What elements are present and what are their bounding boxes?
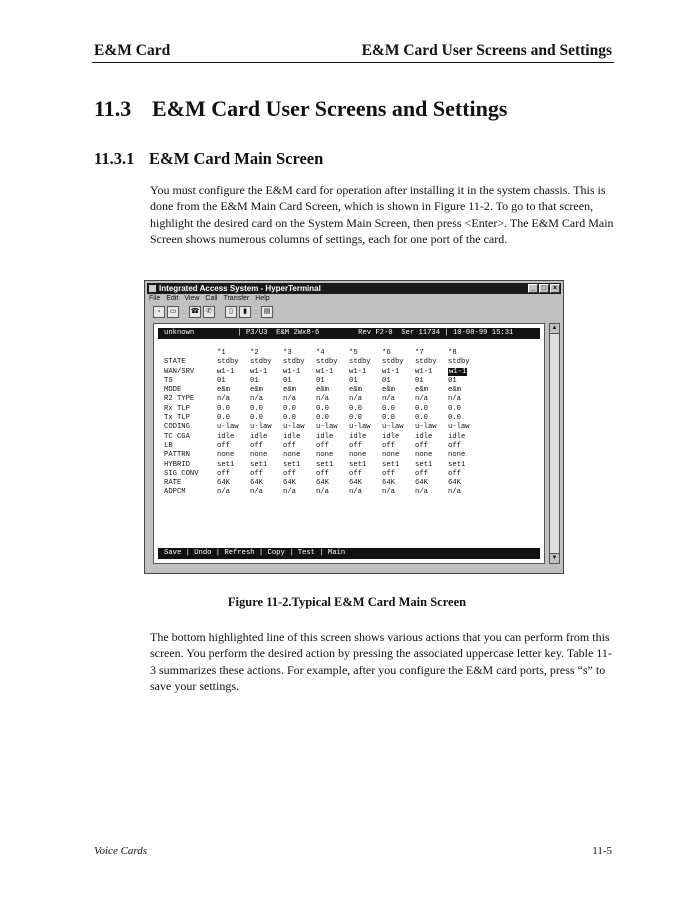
- setting-value[interactable]: off: [283, 441, 296, 450]
- page-number: 11-5: [592, 845, 612, 857]
- setting-value[interactable]: off: [316, 441, 329, 450]
- setting-value[interactable]: off: [415, 469, 428, 478]
- setting-value[interactable]: w1-1: [283, 367, 301, 376]
- setting-value[interactable]: n/a: [349, 395, 362, 404]
- port-header: *3: [283, 349, 292, 357]
- setting-label: SIG CONV: [164, 469, 199, 478]
- setting-value[interactable]: 01: [415, 376, 424, 385]
- setting-value[interactable]: 0.0: [349, 414, 362, 423]
- setting-value[interactable]: stdby: [349, 358, 371, 367]
- menu-bar: [149, 295, 270, 302]
- setting-label: MODE: [164, 386, 182, 395]
- setting-value[interactable]: n/a: [250, 395, 263, 404]
- settings-grid: [164, 349, 481, 498]
- setting-value[interactable]: 0.0: [448, 414, 461, 423]
- setting-label: RATE: [164, 479, 182, 488]
- port-header: *6: [382, 349, 391, 357]
- setting-value[interactable]: none: [349, 451, 367, 460]
- setting-value[interactable]: n/a: [415, 488, 428, 497]
- setting-value[interactable]: n/a: [382, 395, 395, 404]
- setting-value[interactable]: set1: [415, 460, 433, 469]
- intro-paragraph: You must configure the E&M card for operation after installing it in the system chassis. This is done from the E&M Main Card Screen, which is shown in Figure 11-2. To go to that screen, highlight the desired card on the System Main Screen, then press <Enter>. The E&M Card Main Screen shows numerous columns of settings, each for one port of the card.: [150, 183, 614, 247]
- setting-value[interactable]: 64K: [217, 479, 230, 488]
- scroll-up-icon[interactable]: ▲: [550, 324, 559, 334]
- setting-label: TC CGA: [164, 432, 190, 441]
- setting-label: STATE: [164, 358, 186, 367]
- setting-value[interactable]: idle: [349, 432, 367, 441]
- setting-value[interactable]: idle: [382, 432, 400, 441]
- setting-value[interactable]: n/a: [382, 488, 395, 497]
- port-header: *8: [448, 349, 457, 357]
- setting-row: [164, 358, 481, 367]
- setting-value[interactable]: 01: [448, 376, 457, 385]
- menu-transfer[interactable]: Transfer: [223, 295, 250, 302]
- figure-caption: Figure 11-2.Typical E&M Card Main Screen: [227, 595, 467, 609]
- setting-value[interactable]: 0.0: [283, 404, 296, 413]
- setting-value[interactable]: u-law: [382, 423, 404, 432]
- setting-value[interactable]: off: [250, 441, 263, 450]
- setting-value[interactable]: 01: [217, 376, 226, 385]
- setting-value[interactable]: set1: [349, 460, 367, 469]
- setting-value[interactable]: w1-1: [349, 367, 367, 376]
- setting-value[interactable]: 0.0: [349, 404, 362, 413]
- setting-value[interactable]: u-law: [448, 423, 470, 432]
- setting-value[interactable]: stdby: [415, 358, 437, 367]
- setting-value[interactable]: none: [382, 451, 400, 460]
- scroll-down-icon[interactable]: ▼: [551, 555, 558, 561]
- setting-value[interactable]: n/a: [283, 488, 296, 497]
- setting-value[interactable]: 0.0: [448, 404, 461, 413]
- port-header: *4: [316, 349, 325, 357]
- setting-value[interactable]: idle: [415, 432, 433, 441]
- vertical-scrollbar[interactable]: [549, 323, 560, 564]
- setting-value[interactable]: off: [217, 469, 230, 478]
- window-title: Integrated Access System - HyperTerminal: [159, 284, 321, 293]
- setting-value[interactable]: n/a: [316, 395, 329, 404]
- setting-value[interactable]: 0.0: [382, 414, 395, 423]
- setting-value[interactable]: 0.0: [283, 414, 296, 423]
- setting-row: [164, 442, 481, 451]
- setting-value[interactable]: none: [217, 451, 235, 460]
- minimize-button[interactable]: _: [528, 284, 538, 293]
- setting-value[interactable]: off: [349, 469, 362, 478]
- setting-value[interactable]: off: [382, 441, 395, 450]
- setting-label: PATTRN: [164, 451, 190, 460]
- setting-value[interactable]: e&m: [250, 386, 263, 395]
- terminal-area[interactable]: [153, 323, 545, 564]
- setting-value[interactable]: stdby: [448, 358, 470, 367]
- setting-value[interactable]: idle: [283, 432, 301, 441]
- setting-label: ADPCM: [164, 488, 186, 497]
- setting-value[interactable]: 01: [349, 376, 358, 385]
- new-icon[interactable]: ▫: [153, 306, 165, 318]
- setting-row: [164, 368, 481, 377]
- setting-row: [164, 395, 481, 404]
- port-header-row: [164, 349, 481, 358]
- setting-value[interactable]: none: [448, 451, 466, 460]
- setting-value[interactable]: 0.0: [217, 414, 230, 423]
- port-header: *2: [250, 349, 259, 357]
- setting-value[interactable]: 0.0: [250, 404, 263, 413]
- setting-row: [164, 461, 481, 470]
- setting-value[interactable]: e&m: [382, 386, 395, 395]
- setting-row: [164, 488, 481, 497]
- setting-value[interactable]: 64K: [250, 479, 263, 488]
- setting-value[interactable]: w1-1: [415, 367, 433, 376]
- setting-value[interactable]: none: [283, 451, 301, 460]
- setting-value[interactable]: 01: [316, 376, 325, 385]
- setting-value[interactable]: 01: [382, 376, 391, 385]
- setting-value[interactable]: off: [250, 469, 263, 478]
- setting-value[interactable]: none: [415, 451, 433, 460]
- setting-value[interactable]: 0.0: [415, 414, 428, 423]
- setting-value[interactable]: idle: [250, 432, 268, 441]
- setting-value[interactable]: n/a: [283, 395, 296, 404]
- running-header-right: E&M Card User Screens and Settings: [361, 42, 612, 59]
- setting-value[interactable]: u-law: [316, 423, 338, 432]
- setting-value[interactable]: 0.0: [382, 404, 395, 413]
- setting-value[interactable]: off: [415, 441, 428, 450]
- setting-value[interactable]: idle: [448, 432, 466, 441]
- setting-row: [164, 470, 481, 479]
- setting-value[interactable]: n/a: [217, 488, 230, 497]
- setting-value[interactable]: 01: [250, 376, 259, 385]
- section-number: 11.3: [94, 96, 132, 121]
- setting-value[interactable]: stdby: [250, 358, 272, 367]
- setting-row: [164, 479, 481, 488]
- setting-value[interactable]: n/a: [250, 488, 263, 497]
- setting-row: [164, 451, 481, 460]
- setting-label: Rx TLP: [164, 404, 190, 413]
- setting-value[interactable]: set1: [382, 460, 400, 469]
- setting-value[interactable]: stdby: [316, 358, 338, 367]
- setting-value[interactable]: w1-1: [250, 367, 268, 376]
- properties-icon[interactable]: ▤: [261, 306, 273, 318]
- setting-value[interactable]: w1-1: [449, 367, 467, 376]
- port-header: *1: [217, 349, 226, 357]
- setting-row: [164, 423, 481, 432]
- setting-value[interactable]: 0.0: [217, 404, 230, 413]
- setting-label: R2 TYPE: [164, 395, 195, 404]
- setting-label: TS: [164, 376, 173, 385]
- setting-value[interactable]: 64K: [448, 479, 461, 488]
- setting-label: LB: [164, 441, 173, 450]
- setting-value[interactable]: e&m: [448, 386, 461, 395]
- setting-value[interactable]: 01: [283, 376, 292, 385]
- setting-value[interactable]: set1: [217, 460, 235, 469]
- subsection-title: [94, 149, 323, 169]
- open-icon[interactable]: ▭: [167, 306, 179, 318]
- section-title: [94, 96, 507, 122]
- setting-value[interactable]: off: [217, 441, 230, 450]
- app-icon: [149, 285, 156, 292]
- setting-label: WAN/SRV: [164, 367, 195, 376]
- setting-value[interactable]: e&m: [217, 386, 230, 395]
- close-button[interactable]: ×: [550, 284, 560, 293]
- setting-value[interactable]: n/a: [316, 488, 329, 497]
- menu-file[interactable]: File: [149, 295, 161, 302]
- setting-value[interactable]: e&m: [316, 386, 329, 395]
- setting-value[interactable]: 0.0: [316, 404, 329, 413]
- setting-value[interactable]: set1: [316, 460, 334, 469]
- setting-value[interactable]: stdby: [217, 358, 239, 367]
- terminal-status-line: unknown | P3/U3 E&M 2Wx8-6 Rev F2-0 Ser 11734 | 10-08-99 15:31: [158, 328, 540, 339]
- connect-icon[interactable]: ☎: [189, 306, 201, 318]
- setting-value[interactable]: off: [349, 441, 362, 450]
- setting-value[interactable]: off: [382, 469, 395, 478]
- menu-edit[interactable]: Edit: [166, 295, 179, 302]
- setting-value[interactable]: none: [316, 451, 334, 460]
- hyperterminal-window: [144, 280, 564, 574]
- setting-label: CODING: [164, 423, 190, 432]
- setting-label: Tx TLP: [164, 414, 190, 423]
- setting-value[interactable]: n/a: [217, 395, 230, 404]
- terminal-action-line: Save | Undo | Refresh | Copy | Test | Main: [158, 548, 540, 559]
- setting-value[interactable]: idle: [316, 432, 334, 441]
- setting-value[interactable]: 0.0: [250, 414, 263, 423]
- setting-value[interactable]: set1: [448, 460, 466, 469]
- setting-value[interactable]: w1-1: [217, 367, 235, 376]
- setting-value[interactable]: n/a: [448, 395, 461, 404]
- menu-call[interactable]: Call: [205, 295, 218, 302]
- setting-value[interactable]: 64K: [349, 479, 362, 488]
- subsection-number: 11.3.1: [94, 149, 135, 168]
- setting-value[interactable]: off: [316, 469, 329, 478]
- setting-row: [164, 433, 481, 442]
- running-header-left: E&M Card: [94, 42, 171, 59]
- setting-value[interactable]: stdby: [382, 358, 404, 367]
- setting-value[interactable]: off: [283, 469, 296, 478]
- setting-value[interactable]: w1-1: [316, 367, 334, 376]
- setting-value[interactable]: n/a: [448, 488, 461, 497]
- setting-value[interactable]: e&m: [415, 386, 428, 395]
- setting-value[interactable]: u-law: [250, 423, 272, 432]
- setting-value[interactable]: idle: [217, 432, 235, 441]
- setting-value[interactable]: 0.0: [415, 404, 428, 413]
- setting-row: [164, 414, 481, 423]
- setting-value[interactable]: w1-1: [382, 367, 400, 376]
- setting-value[interactable]: 64K: [316, 479, 329, 488]
- actions-paragraph: The bottom highlighted line of this screen shows various actions that you can perform from this screen. You perform the desired action by pressing the associated uppercase letter key. Table 11-3 summarizes these actions. For example, after you configure the E&M card ports, press “s” to save your settings.: [150, 630, 612, 694]
- port-header: *7: [415, 349, 424, 357]
- maximize-button[interactable]: □: [539, 284, 549, 293]
- setting-value[interactable]: off: [448, 441, 461, 450]
- setting-value[interactable]: 64K: [415, 479, 428, 488]
- window-titlebar: [147, 283, 561, 294]
- setting-row: [164, 386, 481, 395]
- toolbar: [153, 306, 273, 320]
- port-header: *5: [349, 349, 358, 357]
- setting-label: HYBRID: [164, 460, 190, 469]
- section-title-text: E&M Card User Screens and Settings: [152, 96, 508, 121]
- setting-row: [164, 405, 481, 414]
- setting-value[interactable]: stdby: [283, 358, 305, 367]
- subsection-title-text: E&M Card Main Screen: [149, 149, 324, 168]
- setting-value[interactable]: u-law: [415, 423, 437, 432]
- setting-value[interactable]: 64K: [382, 479, 395, 488]
- setting-value[interactable]: n/a: [415, 395, 428, 404]
- setting-value[interactable]: u-law: [349, 423, 371, 432]
- setting-value[interactable]: u-law: [217, 423, 239, 432]
- setting-value[interactable]: e&m: [349, 386, 362, 395]
- setting-value[interactable]: 64K: [283, 479, 296, 488]
- setting-value[interactable]: 0.0: [316, 414, 329, 423]
- setting-value[interactable]: set1: [250, 460, 268, 469]
- menu-view[interactable]: View: [184, 295, 200, 302]
- menu-help[interactable]: Help: [255, 295, 270, 302]
- footer-left: Voice Cards: [94, 845, 148, 857]
- setting-value[interactable]: u-law: [283, 423, 305, 432]
- setting-value[interactable]: set1: [283, 460, 301, 469]
- setting-value[interactable]: e&m: [283, 386, 296, 395]
- send-icon[interactable]: ▯: [225, 306, 237, 318]
- disconnect-icon[interactable]: ✆: [203, 306, 215, 318]
- setting-value[interactable]: n/a: [349, 488, 362, 497]
- setting-row: [164, 377, 481, 386]
- setting-value[interactable]: none: [250, 451, 268, 460]
- receive-icon[interactable]: ▮: [239, 306, 251, 318]
- header-rule: [92, 62, 614, 63]
- setting-value[interactable]: off: [448, 469, 461, 478]
